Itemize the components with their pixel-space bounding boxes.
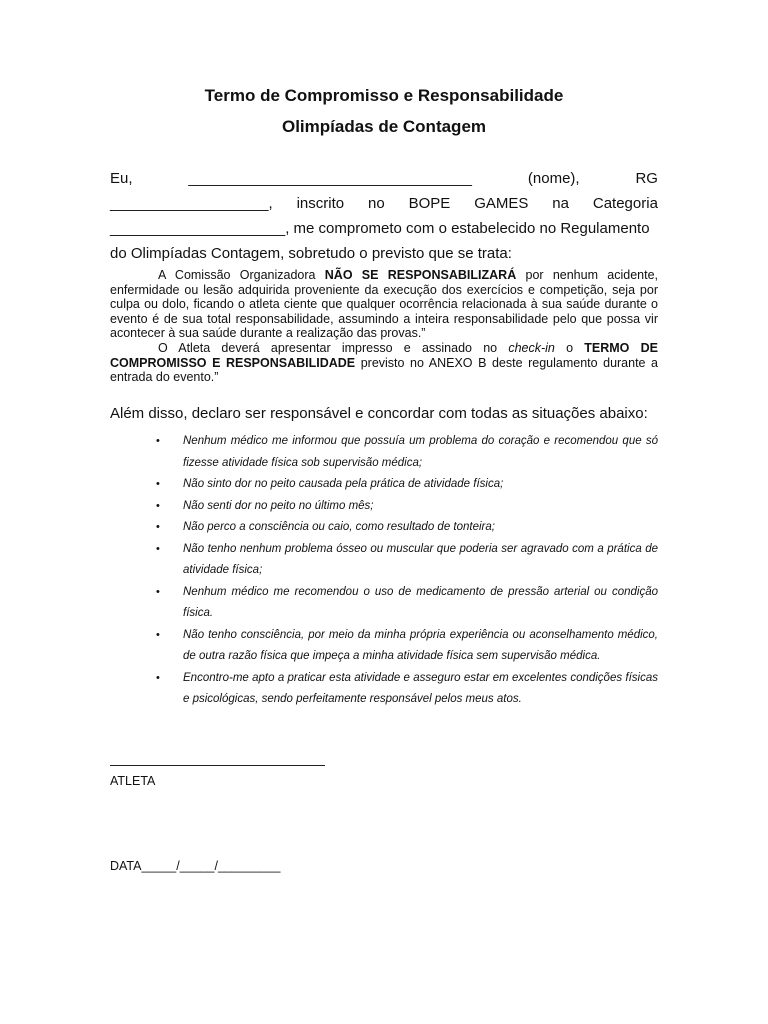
- bullet-icon: •: [156, 478, 160, 490]
- bullet-icon: •: [156, 542, 160, 555]
- name-blank: __________________________________: [188, 170, 473, 187]
- regulation-quote: [110, 268, 658, 385]
- athlete-signature-label: ATLETA: [110, 774, 156, 788]
- rg-blank: ___________________,: [110, 195, 273, 212]
- intro-word: GAMES: [474, 195, 529, 212]
- bullet-icon: •: [156, 585, 160, 598]
- declaration-intro: [110, 166, 658, 266]
- document-title: Termo de Compromisso e Responsabilidade: [204, 86, 564, 105]
- quote-bold-text: TERMO DE COMPROMISSO E RESPONSABILIDADE: [110, 340, 658, 370]
- quote-paragraph-2: [110, 341, 658, 385]
- bullet-icon: •: [156, 521, 160, 533]
- intro-word: BOPE: [408, 195, 451, 212]
- list-item: [110, 496, 658, 518]
- list-item: [110, 582, 658, 625]
- bullet-icon: •: [156, 671, 160, 684]
- intro-line-2: [110, 191, 658, 216]
- list-item: [110, 517, 658, 539]
- intro-line-4: do Olimpíadas Contagem, sobretudo o previsto que se trata:: [110, 245, 512, 262]
- bullet-icon: •: [156, 499, 160, 512]
- quote-text: previsto no ANEXO B deste regulamento durante a entrada do evento.”: [110, 355, 659, 385]
- quote-bold-text: NÃO SE RESPONSABILIZARÁ: [324, 268, 517, 282]
- quote-text: A Comissão Organizadora: [158, 268, 325, 282]
- list-item-text: Não tenho nenhum problema ósseo ou muscular que poderia ser agravado com a prática de atividade física;: [183, 542, 658, 576]
- intro-word: na: [552, 195, 569, 212]
- list-item-text: Encontro-me apto a praticar esta atividade e asseguro estar em excelentes condições físicas e psicológicas, sendo perfeitamente responsável pelos meus atos.: [183, 671, 658, 705]
- quote-text: O Atleta deverá apresentar impresso e assinado no: [158, 340, 509, 355]
- intro-word: no: [368, 195, 385, 212]
- intro-word: RG: [635, 170, 658, 187]
- intro-line-3: _____________________, me comprometo com o estabelecido no Regulamento: [110, 220, 650, 237]
- quote-paragraph-1: [110, 268, 658, 341]
- intro-word: inscrito: [296, 195, 345, 212]
- list-item-text: Não tenho consciência, por meio da minha própria experiência ou aconselhamento médico, de outra razão física que impeça a minha atividade física sem supervisão médica.: [183, 628, 658, 662]
- quote-text: por nenhum acidente, enfermidade ou lesão adquirida proveniente da execução dos exercícios e competição, seja por culpa ou dolo, ficando o atleta ciente que qualquer ocorrência relacionada à sua saúde durante o evento é de sua total responsabilidade, assumindo a inteira responsabilidade pelo que possa vir acontecer à sua saúde durante a realização das provas.”: [110, 268, 658, 341]
- list-item: [110, 625, 658, 668]
- quote-text: o: [554, 340, 585, 355]
- list-item-text: Nenhum médico me recomendou o uso de medicamento de pressão arterial ou condição física.: [183, 585, 658, 619]
- bullet-icon: •: [156, 435, 160, 447]
- list-item-text: Não perco a consciência ou caio, como resultado de tonteira;: [183, 521, 495, 533]
- list-item: [110, 539, 658, 582]
- bullet-icon: •: [156, 628, 160, 641]
- intro-line-1: [110, 166, 658, 191]
- list-item: [110, 668, 658, 711]
- document-subtitle: Olimpíadas de Contagem: [281, 117, 487, 136]
- quote-italic-text: check-in: [508, 340, 555, 355]
- health-declaration-list: [110, 431, 658, 711]
- list-item: [110, 474, 658, 496]
- intro-word: Eu,: [110, 170, 133, 187]
- intro-word: (nome),: [527, 170, 580, 187]
- signature-line: [110, 765, 325, 766]
- declaration-statement: Além disso, declaro ser responsável e concordar com todas as situações abaixo:: [110, 405, 648, 422]
- list-item: [110, 431, 658, 474]
- list-item-text: Não sinto dor no peito causada pela prática de atividade física;: [183, 478, 504, 490]
- list-item-text: Nenhum médico me informou que possuía um problema do coração e recomendou que só fizesse atividade física sob supervisão médica;: [183, 435, 658, 469]
- date-field: DATA_____/_____/_________: [110, 859, 281, 873]
- intro-word: Categoria: [592, 195, 658, 212]
- list-item-text: Não senti dor no peito no último mês;: [183, 499, 374, 512]
